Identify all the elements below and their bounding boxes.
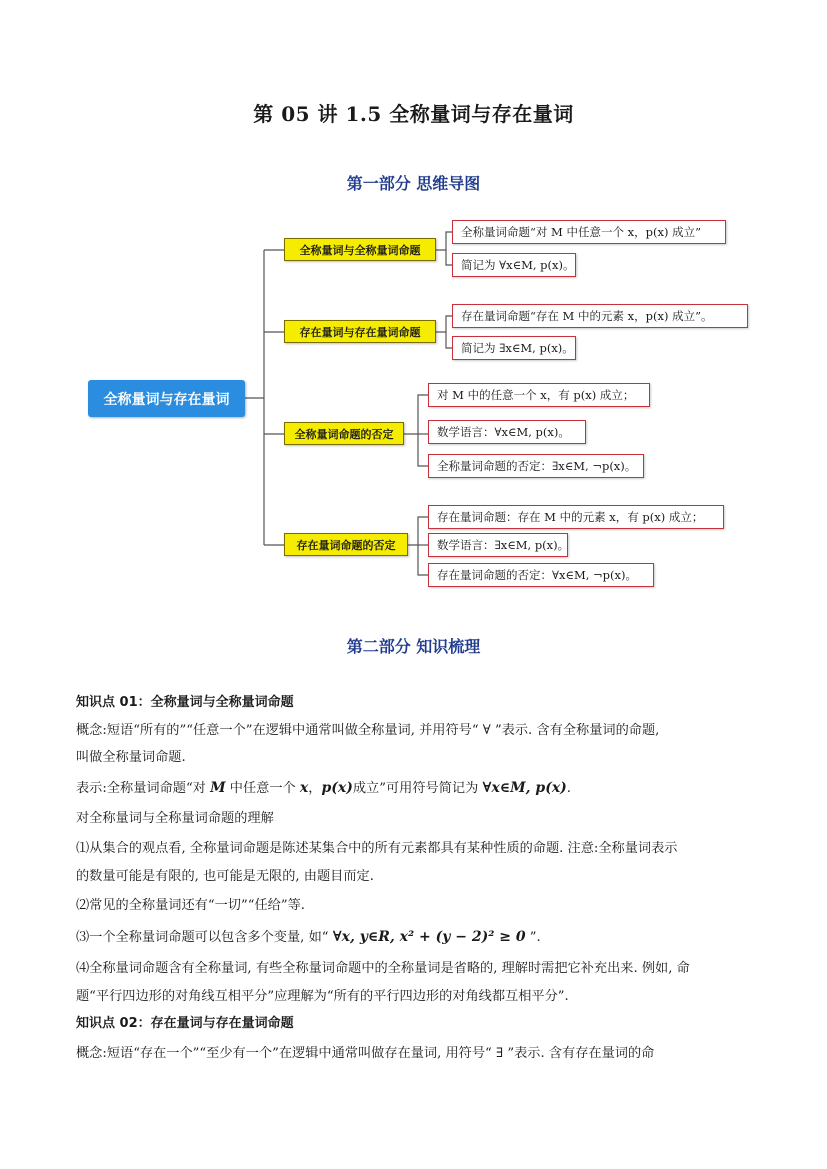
section-title-mindmap: 第一部分 思维导图 — [346, 174, 481, 193]
leaf-universal-statement: 全称量词命题“对 M 中任意一个 x，p(x) 成立” — [452, 220, 726, 244]
k1-concept-line1: 概念:短语“所有的”“任意一个”在逻辑中通常叫做全称量词, 并用符号“ ∀ ”表示. 含有全称量词的命题, — [76, 723, 660, 738]
k1-repr-text-b: 中任意一个 — [225, 781, 300, 796]
k1-item4-line1: ⑷全称量词命题含有全称量词, 有些全称量词命题中的全称量词是省略的, 理解时需把它补充出来. 例如, 命 — [76, 961, 690, 976]
k1-item3 — [76, 925, 756, 950]
k1-item3-formula: ∀x, y∈R, x² + (y − 2)² ≥ 0 — [332, 929, 526, 945]
k1-item3-text-a: ⑶一个全称量词命题可以包含多个变量, 如“ — [76, 930, 333, 945]
leaf-existential-statement: 存在量词命题“存在 M 中的元素 x，p(x) 成立”。 — [452, 304, 748, 328]
k1-repr-text-a: 表示:全称量词命题“对 — [76, 781, 211, 796]
leaf-existential-neg-meaning: 存在量词命题：存在 M 中的元素 x，有 p(x) 成立； — [428, 505, 724, 529]
branch-existential-negation: 存在量词命题的否定 — [284, 533, 408, 556]
k1-understanding-title: 对全称量词与全称量词命题的理解 — [76, 811, 274, 826]
heading-knowledge-1: 知识点 01：全称量词与全称量词命题 — [76, 695, 294, 710]
k1-repr-text-d: 成立”可用符号简记为 — [352, 781, 483, 796]
k1-item1-line2: 的数量可能是有限的, 也可能是无限的, 由题目而定. — [76, 869, 374, 884]
k1-repr-set-m: M — [210, 780, 226, 796]
section-title-knowledge: 第二部分 知识梳理 — [346, 637, 481, 656]
branch-universal: 全称量词与全称量词命题 — [284, 238, 436, 261]
k1-item1-line1: ⑴从集合的观点看, 全称量词命题是陈述某集合中的所有元素都具有某种性质的命题. 注意:全称量词表示 — [76, 841, 678, 856]
k1-concept-line2: 叫做全称量词命题. — [76, 750, 186, 765]
branch-universal-negation: 全称量词命题的否定 — [284, 422, 404, 445]
heading-knowledge-2: 知识点 02：存在量词与存在量词命题 — [76, 1016, 294, 1031]
branch-existential: 存在量词与存在量词命题 — [284, 320, 436, 343]
leaf-existential-neg-result: 存在量词命题的否定：∀x∈M, ¬p(x)。 — [428, 563, 654, 587]
k2-concept-line1: 概念:短语“存在一个”“至少有一个”在逻辑中通常叫做存在量词, 用符号“ ∃ ”表示. 含有存在量词的命 — [76, 1046, 655, 1061]
k1-representation — [76, 776, 756, 801]
k1-repr-formula: ∀x∈M, p(x) — [482, 780, 567, 796]
leaf-universal-neg-meaning: 对 M 中的任意一个 x，有 p(x) 成立； — [428, 383, 650, 407]
page-title: 第 05 讲 1.5 全称量词与存在量词 — [253, 102, 574, 126]
k1-item4-line2: 题“平行四边形的对角线互相平分”应理解为“所有的平行四边形的对角线都互相平分”. — [76, 989, 569, 1004]
k1-repr-text-e: . — [566, 781, 571, 796]
k1-item2: ⑵常见的全称量词还有“一切”“任给”等. — [76, 898, 305, 913]
leaf-universal-neg-math: 数学语言：∀x∈M, p(x)。 — [428, 420, 586, 444]
leaf-universal-notation: 简记为 ∀x∈M, p(x)。 — [452, 253, 576, 277]
k1-repr-var-x: x — [299, 780, 309, 796]
leaf-existential-notation: 简记为 ∃x∈M, p(x)。 — [452, 336, 576, 360]
mindmap-root: 全称量词与存在量词 — [88, 380, 245, 417]
k1-repr-predicate: p(x) — [321, 780, 353, 796]
k1-item3-text-b: ”. — [525, 930, 541, 945]
k1-repr-text-c: ， — [308, 781, 322, 796]
leaf-universal-neg-result: 全称量词命题的否定：∃x∈M, ¬p(x)。 — [428, 454, 644, 478]
leaf-existential-neg-math: 数学语言：∃x∈M, p(x)。 — [428, 533, 568, 557]
